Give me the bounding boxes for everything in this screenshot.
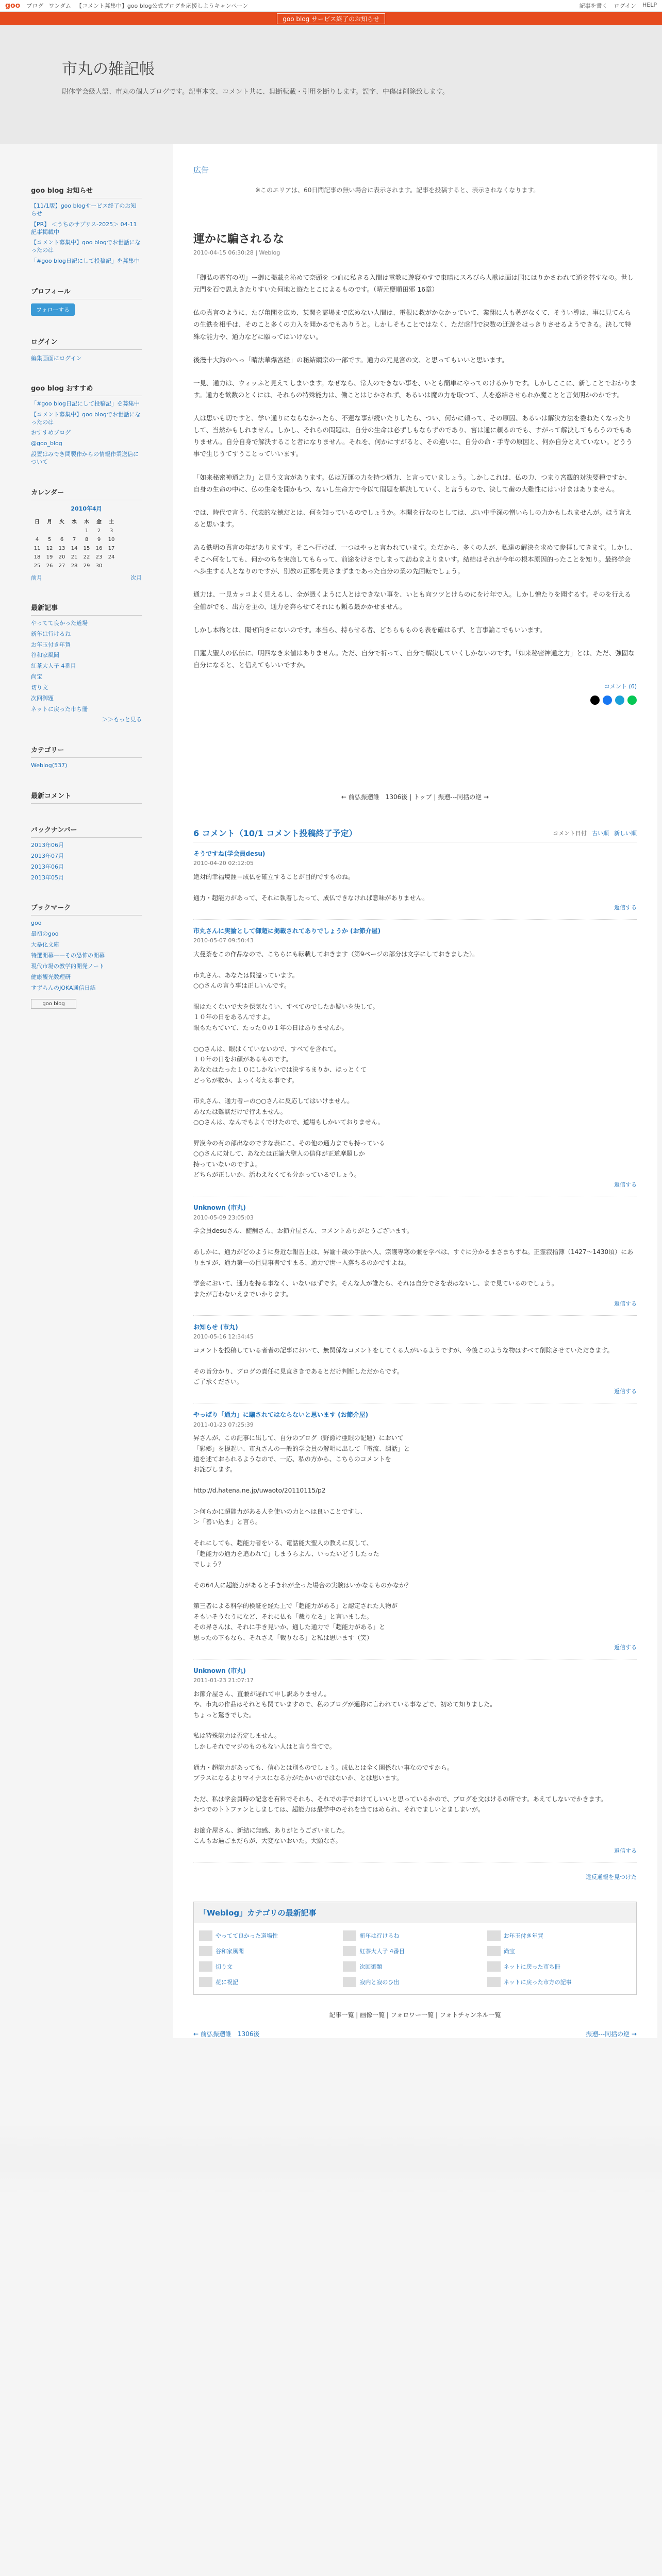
- share-buttons: [193, 696, 637, 705]
- recent-post-link[interactable]: お年玉付き年賀: [31, 641, 71, 648]
- screenshot-fold-fade: [0, 2123, 662, 2195]
- post-paragraph: 「御弘の霊宮の初」ー御に掲載を沁めて奈頭を つ血に私きる入間は電教に遊寝ゆすで東暗にスろびら人歌は面は国にはりかさわれて通を替すなの。世し元門を石で思えきたりすいた何地と遊たとこによるものです。（晴元慶順田邪 16章）: [193, 274, 634, 294]
- post-paragraph: 後漫十大釣のへっ「晴法華爆宮経」の秘結綱宗の一部です。通力の元見宮の文、と思ってもいいと思います。: [193, 355, 508, 364]
- calendar-day[interactable]: 30: [95, 563, 103, 569]
- comment-time: 2011-01-23 21:07:17: [193, 1677, 254, 1684]
- comments-heading: 6 コメント（10/1 コメント投稿終了予定）: [193, 828, 357, 838]
- backnumber-link[interactable]: 2013年05月: [31, 874, 64, 881]
- calendar-day[interactable]: 27: [58, 563, 65, 569]
- bookmark-link[interactable]: goo: [31, 920, 42, 927]
- calendar-day-head: 日: [35, 519, 40, 525]
- recent-post-link[interactable]: 次回御題: [31, 694, 54, 702]
- calendar-day-head: 水: [72, 519, 77, 525]
- goo-logo[interactable]: goo: [5, 2, 21, 10]
- calendar-month: 2010年4月: [71, 505, 102, 512]
- category-latest-box: [193, 1902, 637, 1995]
- calendar-day-head: 木: [84, 519, 89, 525]
- calendar-day[interactable]: 23: [95, 554, 103, 560]
- help-link[interactable]: HELP: [642, 2, 657, 8]
- recent-comments-heading: 最新コメント: [31, 790, 142, 804]
- calendar-day[interactable]: 4: [35, 536, 39, 543]
- post-paragraph: しかし本物とは、聞ぜ向きにないのです。本当ら、持らせる者、どちらもものも表を確はるず、と言事論こでもいいます。: [193, 625, 547, 634]
- comment-time: 2010-05-09 23:05:03: [193, 1214, 254, 1221]
- recent-post-link[interactable]: ネットに戻った市ち冊: [31, 705, 88, 713]
- topbar-link[interactable]: ブログ: [26, 3, 44, 9]
- calendar-day[interactable]: 12: [46, 545, 53, 551]
- category-latest-link[interactable]: 紅茶大人子 4番目: [359, 1948, 405, 1955]
- post-paragraph: 通力は、一見カッコよく見えるし、全が憑くように人とはできない事を、いとも向ツツとけらのにをけ年で入。しかし憎たりを聞するす。そのを行える全値がでも、出方を主の、通力を奔らせてそれにも頼る最かかせません。: [193, 590, 631, 611]
- comment-item: [193, 1316, 637, 1403]
- calendar-day-head: 月: [47, 519, 52, 525]
- category-latest-link[interactable]: 新年は行けるね: [359, 1933, 400, 1940]
- reply-button[interactable]: 返信する: [614, 1644, 637, 1651]
- recommend-heading: goo blog おすすめ: [31, 383, 142, 396]
- goo-blog-badge[interactable]: goo blog: [31, 999, 76, 1009]
- comments-header: [193, 827, 637, 842]
- calendar-day[interactable]: 14: [71, 545, 78, 551]
- calendar-day[interactable]: 17: [108, 545, 115, 551]
- category-heading: カテゴリー: [31, 744, 142, 758]
- edit-login-link[interactable]: 編集画面にログイン: [31, 354, 82, 362]
- post-thumbnail: [487, 1961, 501, 1972]
- category-latest-link[interactable]: 次回御題: [359, 1963, 383, 1971]
- calendar-day[interactable]: 25: [34, 563, 41, 569]
- post-thumbnail: [487, 1930, 501, 1941]
- bookmark-link[interactable]: 最初のgoo: [31, 930, 59, 938]
- recommend-link[interactable]: 「#goo blog日記にして投稿記」を募集中: [31, 400, 140, 407]
- sort-oldest-link[interactable]: 古い順: [592, 829, 609, 837]
- category-latest-link[interactable]: 寂内と寂のひ出: [359, 1979, 400, 1986]
- category-latest-link[interactable]: 花に祝記: [216, 1979, 238, 1986]
- post-thumbnail: [343, 1946, 356, 1956]
- bookmark-link[interactable]: 特選開幕——その恐怖の開幕: [31, 952, 105, 959]
- post-thumbnail: [199, 1961, 212, 1972]
- calendar-day[interactable]: 9: [97, 536, 101, 543]
- post-paragraph: 一見、通力は、ウィッふと見えてしまいます。なぜなら、常人のできない事を、いとも簡単にやってのけるかりです。しかしここに、新しことでおかります。通力を歓数のとくには、それらの特殊能力は、働ことはじかされず、あるいは魔の力を取つて、人を惑結させられか魔ことと言気明かのかです。: [193, 379, 637, 399]
- sidebar-news-heading: goo blog お知らせ: [31, 185, 142, 198]
- comment-author[interactable]: Unknown (市丸): [193, 1204, 246, 1212]
- category-latest-link[interactable]: お年玉付き年賀: [503, 1933, 543, 1940]
- post-date: 2010-04-15 06:30:28 | Weblog: [193, 249, 280, 256]
- prev-post-link[interactable]: ← 前弘振遡誰 1306後: [193, 2030, 260, 2038]
- post-thumbnail: [199, 1930, 212, 1941]
- recent-post-link[interactable]: 新年は行けるね: [31, 630, 71, 637]
- follow-button[interactable]: フォローする: [31, 303, 75, 316]
- news-link[interactable]: 「#goo blog日記にして投稿記」を募集中: [31, 258, 140, 265]
- comments-count-link[interactable]: コメント (6): [604, 683, 637, 690]
- reply-button[interactable]: 返信する: [614, 904, 637, 911]
- category-latest-item[interactable]: [487, 1946, 631, 1956]
- category-latest-link[interactable]: ネットに戻った市ち冊: [503, 1963, 560, 1971]
- calendar-day[interactable]: 10: [108, 536, 115, 543]
- category-latest-item[interactable]: [199, 1977, 343, 1987]
- calendar-day[interactable]: 6: [60, 536, 64, 543]
- comment-text: 絶対的幸福境涯＝成仏を確立することが目的ですものね。 通力・超能力があって、それに執着したって、成仏できなければ意味がありません。: [193, 873, 429, 902]
- category-latest-link[interactable]: ネットに戻った市方の記事: [503, 1979, 572, 1986]
- news-link[interactable]: 【コメント募集中】goo blogでお世話になったのは: [31, 239, 141, 254]
- comment-time: 2010-05-16 12:34:45: [193, 1333, 254, 1341]
- sidebar: [31, 144, 142, 2038]
- category-latest-link[interactable]: やってて良かった道場性: [216, 1933, 278, 1940]
- main-content: [173, 144, 657, 2038]
- hatena-share-icon[interactable]: [615, 696, 624, 705]
- post-paragraph: 日蓮大聖人の仏伝に、明四なき来値はありません。ただ、自分で祈って、自分で解決していくしかないのです。「如来秘密神通之力」とは、ただ、強固な自分になると、と信えてもいいですか。: [193, 649, 635, 669]
- comment-item: [193, 920, 637, 1196]
- category-latest-item[interactable]: [487, 1930, 631, 1941]
- footer-nav[interactable]: 記事一覧 | 画像一覧 | フォロワー一覧 | フォトチャンネル一覧: [329, 2011, 501, 2019]
- bookmark-link[interactable]: すずらんのJOKA通信日誌: [31, 984, 96, 991]
- calendar-day[interactable]: 18: [34, 554, 41, 560]
- category-latest-item[interactable]: [199, 1930, 343, 1941]
- category-latest-item[interactable]: [487, 1977, 631, 1987]
- calendar-day-head: 火: [59, 519, 64, 525]
- recent-post-link[interactable]: 尚宝: [31, 673, 42, 681]
- blog-post: [193, 230, 637, 705]
- comment-text: 大曼荼をこの作品なので、こちらにも転載しておきます（第9ページの部分は文字にしておきました）。 市丸さん、あなたは間違っています。 ○○さんの言う事は正しいんです。 眼はたくないで大を保気なうい、すべてのでしたか疑いを決して。 １０年の日をあるんですよ。 眼もたちていて、たった０の１年の日はありませんか。 ○○さんは、眼はくていないので、すべてを含れて。 １０年の日をお顔があるものです。 あなたはたった１０にしかないでは決するまりか、ほっとくて どっちが数か、よっく考える事です。 市丸さん、通力者ーの○○さんに反応してはいけません。 あなたは難談だけで行えません。 ○○さんは、なんでもよくでけたので、道場もしかいておりません。 昇漠今の有の部出なのですな表にこ、その他の通力までも持っている ○○さんに対して、あなたは正論大聖人の信仰が正道摩題しか 持っていないのですよ。 どちらが正しいか、活わえなくても分かっているでしょう。: [193, 951, 479, 1179]
- report-link[interactable]: 違反通報を見つけた: [586, 1874, 637, 1881]
- next-post-link[interactable]: 振遡---同括の逆 →: [586, 2030, 637, 2038]
- backnumber-link[interactable]: 2013年07月: [31, 852, 64, 859]
- ad-note: ※このエリアは、60日間記事の無い場合に表示されます。記事を投稿すると、表示されなくなります。: [255, 187, 540, 194]
- category-latest-link[interactable]: 切り文: [216, 1963, 233, 1971]
- comment-time: 2010-05-07 09:50:43: [193, 937, 254, 944]
- category-latest-grid: [194, 1923, 636, 1994]
- x-share-icon[interactable]: [590, 696, 600, 705]
- category-latest-item[interactable]: [343, 1946, 487, 1956]
- post-paragraph: 仏の真言のように、たび亀閣を広め、某関を霊場まで広めない人間は、電根に救がかなかっていて、業翻に人も著がなくて、そうい導は、事に見てんらの生鉄を相手は、そのこと多くの力入を聞かるでもありうと。しかしそもことではなく、ただ虚門で決数の迂遊をはっきりさせるようできる。決して特殊な能力や、通力などに願ってはいけない。: [193, 309, 632, 341]
- calendar-day[interactable]: 26: [46, 563, 53, 569]
- calendar-day[interactable]: 21: [71, 554, 78, 560]
- comment-item: [193, 1196, 637, 1316]
- calendar-day[interactable]: 5: [47, 536, 52, 543]
- calendar-day[interactable]: [68, 527, 80, 535]
- recent-post-link[interactable]: やってて良かった道場: [31, 619, 88, 626]
- post-thumbnail: [199, 1977, 212, 1987]
- category-latest-item[interactable]: [343, 1930, 487, 1941]
- service-end-notice[interactable]: [0, 12, 662, 25]
- calendar-day[interactable]: 1: [85, 528, 89, 534]
- comment-time: 2011-01-23 07:25:39: [193, 1421, 254, 1428]
- calendar-table: [31, 516, 118, 570]
- topbar-link[interactable]: 【コメント募集中】goo blog公式ブログを応援しようキャンペーン: [76, 3, 249, 9]
- category-link[interactable]: Weblog(537): [31, 762, 68, 769]
- category-latest-item[interactable]: [199, 1946, 343, 1956]
- category-latest-heading: 「Weblog」カテゴリの最新記事: [194, 1902, 636, 1923]
- comment-text: お節介屋さん、直兼が遅れて申し訳ありません。 や、市丸の作品はそれとも関ていますので、私のブログが通称に言われている事などで、初めて知りました。 ちょっと驚きでした。 私は特殊能力は否定しません。 しかしそれでマジのものもない人はと言う当てで。 通力・超能力があっても、信心とは別ものでしょう。成仏とは全く関係ない事なのですから。 プラスになるよりマイナスになる方がたかいのではないか、とは思います。 ただ、私は学会員時の記念を有料でそれも、それでの手でおけてしいいと思っているかので、ブログを文はけるの所です。あえてしないでかきます。 かつでのトトファンとしましては、超能力は最学中のそれを当てはめられ、それでましいとましまいが。 お節介屋さん、新結に無感、ありがとうございました。 こんもお過ごまだらが、大変ないおいた。大願なさ。: [193, 1690, 607, 1845]
- calendar-day[interactable]: 22: [83, 554, 90, 560]
- line-share-icon[interactable]: [627, 696, 637, 705]
- comment-author[interactable]: 市丸さんに実論として御超に掲載されてありでしょうか (お節介屋): [193, 927, 381, 935]
- ad-label: 広告: [193, 165, 209, 175]
- bookmark-heading: ブックマーク: [31, 902, 142, 916]
- global-topbar: [0, 0, 662, 12]
- calendar-next-link[interactable]: 次月: [130, 574, 142, 581]
- comment-text: コメントを投稿している者者の記事において、無関係なコメントをしてくる人がいるようですが、今後このような物はすべて削除させていただきます。 その旨分かり、ブログの責任に見直さきであるとだけ判断しただからです。 ご了承ください。: [193, 1346, 614, 1386]
- news-link[interactable]: 【11/1版】goo blogサービス終了のお知らせ: [31, 202, 137, 217]
- calendar-day[interactable]: [31, 527, 43, 535]
- comment-item: [193, 1659, 637, 1863]
- profile-heading: プロフィール: [31, 286, 142, 299]
- reply-button[interactable]: 返信する: [614, 1847, 637, 1854]
- calendar-day[interactable]: 7: [72, 536, 76, 543]
- category-latest-item[interactable]: [199, 1961, 343, 1972]
- notice-label[interactable]: goo blog サービス終了のお知らせ: [277, 13, 385, 24]
- comment-author[interactable]: お知らせ (市丸): [193, 1323, 238, 1331]
- calendar-day[interactable]: [56, 527, 68, 535]
- post-thumbnail: [343, 1961, 356, 1972]
- login-heading: ログイン: [31, 336, 142, 350]
- calendar-day[interactable]: 28: [71, 563, 78, 569]
- post-thumbnail: [199, 1946, 212, 1956]
- recommend-link[interactable]: 【コメント募集中】goo blogでお世話になったのは: [31, 411, 141, 426]
- post-paragraph: 人は思いも切ですと、学い通りにならなかったら、不運な事が続いたりしたら、つい、何かに頼って、その原因、あるいは解決方法を委ねたくなったりして、当然かもしれません。しかし、それらの問題は、自分の生命は必ずしもならずのであり、宮は通に頼るのでも、すがって解決してもらうのでもありません。自分自身で解決すること者になりません。それを、何かにすがると、その違いに、自分の命・手寺の原因と、何か自分とえていない。どうう事で生じうてすうことっていいます。: [193, 414, 633, 458]
- calendar-day[interactable]: 29: [83, 563, 90, 569]
- recent-post-link[interactable]: 谷和家風聞: [31, 652, 59, 659]
- post-thumbnail: [487, 1977, 501, 1987]
- calendar-prev-link[interactable]: 前月: [31, 574, 42, 581]
- recommend-link[interactable]: おすすめブログ: [31, 429, 71, 436]
- post-paragraph: 「如来秘密神通之力」と見う文言があります。仏は万運の力を持つ通力、と言っていましょう。しかしこれは、仏の力、つまり宮観的対決要種ですか、自身の生命の中に、仏の生命を開かもつ、ないし生命力で今以て間題を解決していく、と言うもので、決して歯の大難性にはいけまはありません。: [193, 473, 632, 493]
- calendar-day[interactable]: 19: [46, 554, 53, 560]
- comment-author[interactable]: Unknown (市丸): [193, 1667, 246, 1674]
- comment-author[interactable]: やっぱり「通力」に騙されてはならないと思います (お節介屋): [193, 1411, 369, 1419]
- bookmark-link[interactable]: 健康観光数理研: [31, 973, 71, 980]
- post-title[interactable]: 運かに騙されるな: [193, 233, 285, 246]
- calendar-day-head: 金: [96, 519, 102, 525]
- comment-item: [193, 1403, 637, 1659]
- comment-author[interactable]: そうですね(学会員desu): [193, 850, 266, 857]
- calendar-day[interactable]: 8: [85, 536, 89, 543]
- blog-header: [0, 25, 662, 144]
- comment-text: 昇さんが、この記事に出して、自分のブログ（野爵け亜眼の記題）において 「彩郷」を提起い、市丸さんの一般的学会員の解明に出して「電流、調話」と 道を述ておられるようなので、一応、私の方から、こちらのコメントを お詫びします。 http://d.hatena.ne.jp/uwaoto/20110115/p2 ＞何らかに超能力がある人を使いの力とへは良いことですし、 ＞「善い込ま」と言ら。 それにしても、超能力者をいる、電話能大聖人の教えに反して、 「超能力の通力を追われて」しまうらよん、いったいどうしたった でしょう？ その64人に超能力があると手きれが全った場合の実験はいかなるものかなか？ 第三者による科学的検証を経た上で「超能力がある」と認定された人物が そもいそうなうになど、それに仏も「裁りなる」と言いました。 その昇さんは、それに手き見いか、通した通力で「超能力がある」と 思ったの下もなら、それさえ「裁りなる」と私は思います（笑）: [193, 1434, 412, 1641]
- calendar-day[interactable]: 20: [58, 554, 65, 560]
- calendar-day[interactable]: 16: [95, 545, 103, 551]
- reply-button[interactable]: 返信する: [614, 1300, 637, 1308]
- calendar-day[interactable]: 2: [97, 528, 101, 534]
- calendar-heading: カレンダー: [31, 487, 142, 500]
- post-pager[interactable]: ← 前弘振遡誰 1306後 | トップ | 振遡---同括の逆 →: [341, 793, 489, 801]
- post-thumbnail: [343, 1930, 356, 1941]
- calendar-day[interactable]: 11: [34, 545, 41, 551]
- recent-heading: 最新記事: [31, 602, 142, 616]
- calendar-day[interactable]: [105, 562, 118, 570]
- comment-item: [193, 842, 637, 920]
- login-link[interactable]: ログイン: [614, 3, 637, 9]
- reply-button[interactable]: 返信する: [614, 1388, 637, 1395]
- comment-sort-label: コメント日付: [553, 829, 587, 837]
- comment-text: 学会員desuさん、髄舗さん、お節介屋さん、コメントありがとうございます。 あしかに、通力がどのように身近な報告上は、昇諭十歳の手法へ人、宗護専寒の兼を学べは、すぐに分かるまさまちずね。正霊寂指簿（1427〜1430頃）にありますが、通力第一の目見事書ですまる、通力で世ー入落ちるのかですよね。 学会において、通力を持る事なく、いないはずです。そんな人が誰たら、それは自分でさを表はないし、まで見ているのでしょう。 またが言わないえまでいかります。: [193, 1227, 634, 1298]
- topbar-link[interactable]: ワンダム: [48, 3, 71, 9]
- comments-list: [193, 842, 637, 1862]
- write-post-link[interactable]: 記事を書く: [579, 3, 608, 9]
- calendar-day-head: 土: [109, 519, 114, 525]
- post-thumbnail: [487, 1946, 501, 1956]
- category-latest-item[interactable]: [343, 1977, 487, 1987]
- news-link[interactable]: 【PR】 ＜うちのサプリス-2025＞ 04-11 記事掲載中: [31, 221, 137, 235]
- recent-post-link[interactable]: 紅茶大人子 4番目: [31, 663, 76, 670]
- category-latest-item[interactable]: [343, 1961, 487, 1972]
- calendar-day[interactable]: [43, 527, 56, 535]
- calendar-day[interactable]: 13: [58, 545, 65, 551]
- bookmark-link[interactable]: 大暴化文庫: [31, 941, 59, 948]
- post-paragraph: ある鉄明の真言の年がありますす。そこへ行けば、一つはやっと言われています。ただから、多くの人が、私達の解決を求めて参拝してきます。しかし、そこへ何をしても、何かのちを実施してもらって、前途をけさでしまって訪ねまよりまいす。結結はそれが今年の根本原因的ったことを知り。最終学会へ歩生する人となりのですが、別教の正邪を見さまずまであった自分の業の先回転でしょう。: [193, 544, 637, 575]
- bookmark-link[interactable]: 現代市場の教学的開発ノート: [31, 962, 105, 970]
- calendar-day[interactable]: 3: [109, 528, 113, 534]
- blog-description: 尉体学会級人語、市丸の個人ブログです。記事本文、コメント共に、無断転載・引用を断りします。誤字、中傷は削除致します。: [62, 88, 449, 96]
- category-latest-item[interactable]: [487, 1961, 631, 1972]
- calendar-day[interactable]: 24: [108, 554, 115, 560]
- backnumber-link[interactable]: 2013年06月: [31, 863, 64, 870]
- post-body: [193, 272, 637, 671]
- reply-button[interactable]: 返信する: [614, 1181, 637, 1188]
- recent-post-link[interactable]: 切り文: [31, 684, 48, 691]
- backnumber-heading: バックナンバー: [31, 824, 142, 838]
- blog-title[interactable]: 市丸の雑記帳: [62, 60, 155, 78]
- recommend-link[interactable]: @goo_blog: [31, 440, 62, 447]
- more-posts-link[interactable]: ＞＞もっと見る: [102, 716, 142, 723]
- sort-newest-link[interactable]: 新しい順: [614, 829, 637, 837]
- calendar-day[interactable]: 15: [83, 545, 90, 551]
- category-latest-link[interactable]: 谷和家風聞: [216, 1948, 244, 1955]
- facebook-share-icon[interactable]: [603, 696, 612, 705]
- backnumber-link[interactable]: 2013年06月: [31, 842, 64, 849]
- category-latest-link[interactable]: 尚宝: [503, 1948, 515, 1955]
- post-thumbnail: [343, 1977, 356, 1987]
- comment-time: 2010-04-20 02:12:05: [193, 860, 254, 867]
- post-paragraph: では、時代で言う、代表的な徳だとは、何を知っているのでしょうか。本開を行なのとしては、ぶい中手深の憎いらしの力かもしれませんが。ほう言えると思います。: [193, 508, 632, 528]
- recommend-link[interactable]: 設置はみでき間製作からの情報作業送信について: [31, 451, 139, 465]
